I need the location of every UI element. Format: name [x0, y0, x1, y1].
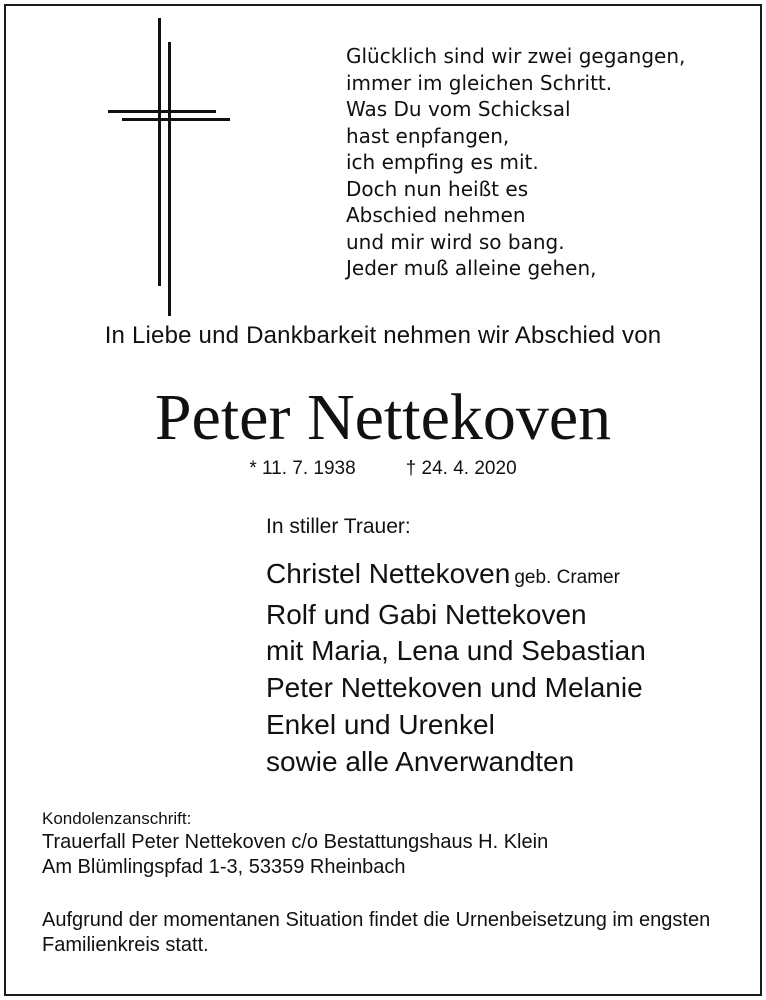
mourner-item: Enkel und Urenkel — [266, 708, 495, 740]
deceased-name: Peter Nettekoven — [154, 381, 612, 454]
poem-line: ich empfing es mit. — [346, 150, 539, 174]
burial-note: Aufgrund der momentanen Situation findet die Urnenbeisetzung im engsten Familienkreis statt. — [42, 909, 711, 956]
condolence-line: Am Blümlingspfad 1-3, 53359 Rheinbach — [42, 856, 406, 878]
poem-line: und mir wird so bang. — [346, 229, 565, 254]
poem — [346, 43, 685, 282]
poem-line: hast enpfangen, — [346, 123, 510, 148]
life-dates — [0, 458, 766, 480]
poem-line: Doch nun heißt es — [346, 176, 529, 201]
condolence-heading: Kondolenzanschrift: — [42, 809, 192, 828]
birth-date: * 11. 7. 1938 — [249, 458, 356, 479]
mourner-name: Christel Nettekoven — [266, 558, 511, 589]
poem-line: immer im gleichen Schritt. — [346, 70, 613, 95]
poem-line: Was Du vom Schicksal — [346, 97, 571, 121]
mourner-item: mit Maria, Lena und Sebastian — [266, 635, 646, 667]
mourners-list — [266, 556, 646, 780]
mourner-item: Peter Nettekoven und Melanie — [266, 672, 643, 704]
mourner-item: sowie alle Anverwandten — [266, 745, 575, 777]
mourner-item: Rolf und Gabi Nettekoven — [266, 598, 587, 630]
condolence-line: Trauerfall Peter Nettekoven c/o Bestattungshaus H. Klein — [42, 831, 549, 853]
mourner-note: geb. Cramer — [514, 567, 620, 588]
mourner-item — [266, 556, 646, 597]
intro-text: In Liebe und Dankbarkeit nehmen wir Abschied von — [104, 322, 662, 349]
mourning-label: In stiller Trauer: — [266, 515, 411, 538]
poem-line: Glücklich sind wir zwei gegangen, — [346, 44, 686, 68]
poem-line: Jeder muß alleine gehen, — [346, 256, 597, 280]
death-date: † 24. 4. 2020 — [405, 458, 517, 479]
poem-line: Abschied nehmen — [346, 203, 526, 227]
condolence-address — [42, 808, 548, 880]
